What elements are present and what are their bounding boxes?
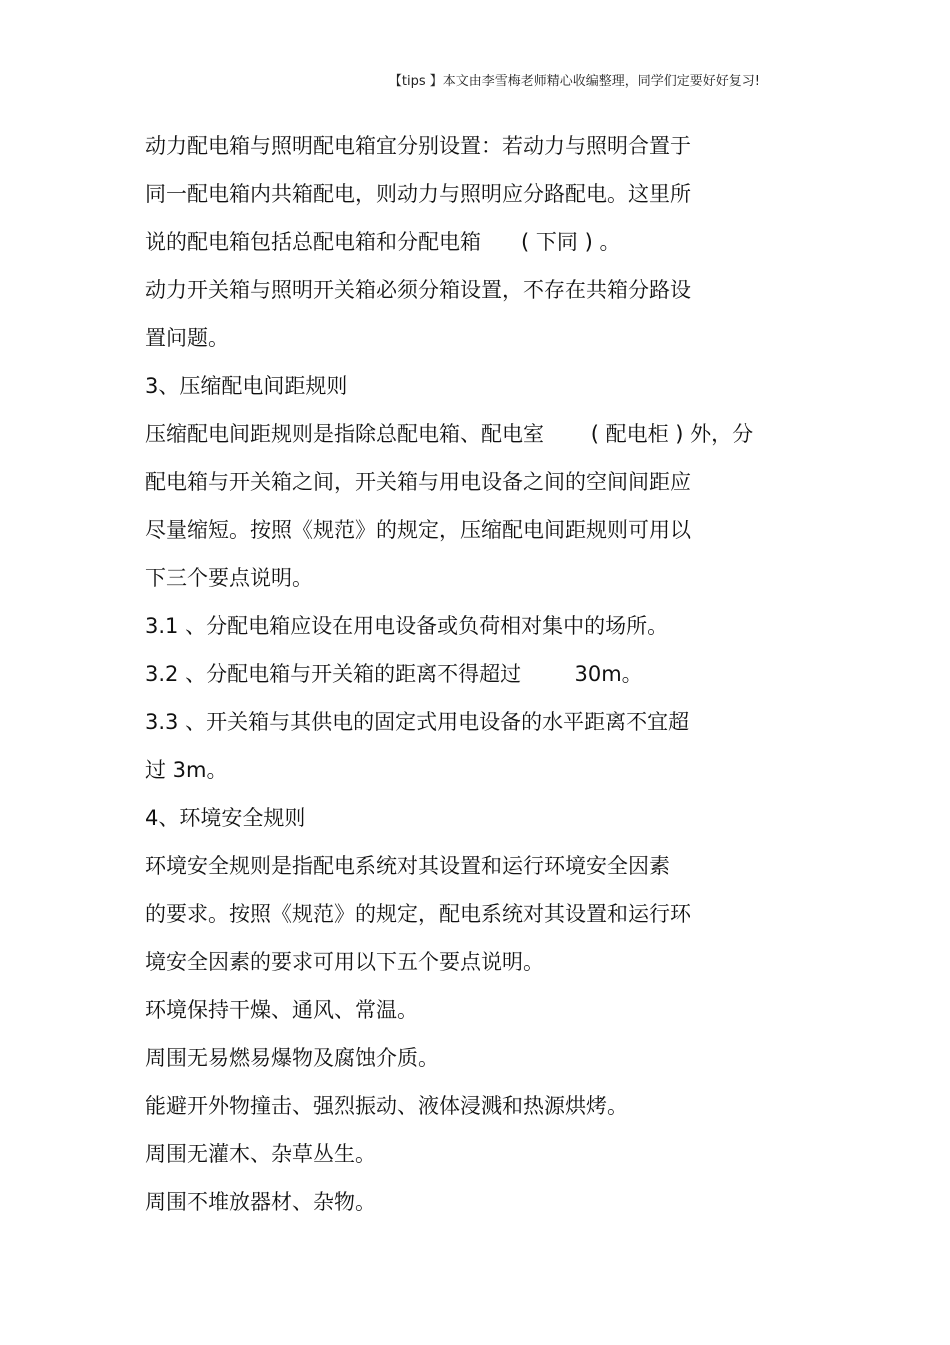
list-item: 3.2 、分配电箱与开关箱的距离不得超过 30m。	[145, 662, 643, 686]
text-line: 动力配电箱与照明配电箱宜分别设置：若动力与照明合置于	[145, 134, 691, 158]
text-line: 置问题。	[145, 326, 229, 350]
list-item: 周围无灌木、杂草丛生。	[145, 1142, 376, 1166]
list-item: 周围无易燃易爆物及腐蚀介质。	[145, 1046, 439, 1070]
document-body	[145, 122, 825, 1226]
text-line: 境安全因素的要求可用以下五个要点说明。	[145, 950, 544, 974]
text-line: 尽量缩短。按照《规范》的规定，压缩配电间距规则可用以	[145, 518, 691, 542]
list-item: 3.3 、开关箱与其供电的固定式用电设备的水平距离不宜超	[145, 710, 690, 734]
list-item: 环境保持干燥、通风、常温。	[145, 998, 418, 1022]
list-item: 周围不堆放器材、杂物。	[145, 1190, 376, 1214]
text-line: 同一配电箱内共箱配电，则动力与照明应分路配电。这里所	[145, 182, 691, 206]
header-tip: 【tips 】本文由李雪梅老师精心收编整理，同学们定要好好复习!	[388, 74, 760, 89]
text-line: 动力开关箱与照明开关箱必须分箱设置，不存在共箱分路设	[145, 278, 691, 302]
text-line: 下三个要点说明。	[145, 566, 313, 590]
text-line: 环境安全规则是指配电系统对其设置和运行环境安全因素	[145, 854, 670, 878]
text-line: 说的配电箱包括总配电箱和分配电箱 ( 下同 ) 。	[145, 230, 621, 254]
section-heading: 4、环境安全规则	[145, 806, 306, 830]
list-item: 3.1 、分配电箱应设在用电设备或负荷相对集中的场所。	[145, 614, 669, 638]
text-line: 配电箱与开关箱之间，开关箱与用电设备之间的空间间距应	[145, 470, 691, 494]
section-heading: 3、压缩配电间距规则	[145, 374, 348, 398]
list-item: 能避开外物撞击、强烈振动、液体浸溅和热源烘烤。	[145, 1094, 628, 1118]
text-line: 的要求。按照《规范》的规定，配电系统对其设置和运行环	[145, 902, 691, 926]
text-line: 压缩配电间距规则是指除总配电箱、配电室 ( 配电柜 ) 外，分	[145, 422, 754, 446]
text-line: 过 3m。	[145, 758, 228, 782]
